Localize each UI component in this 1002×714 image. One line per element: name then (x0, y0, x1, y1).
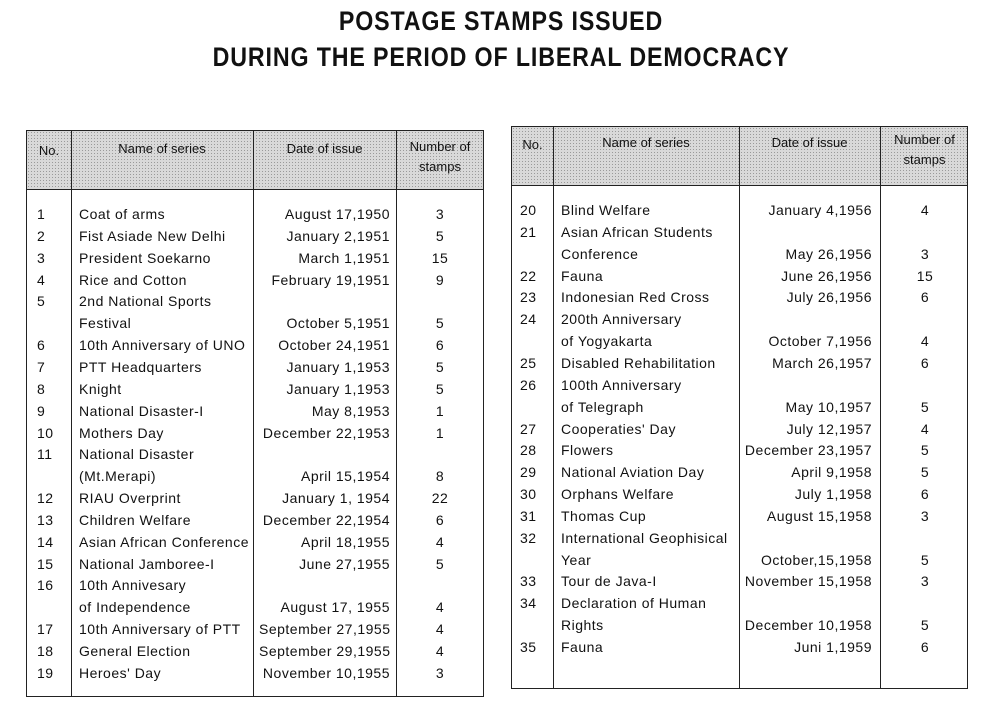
row-number: 33 (520, 573, 537, 590)
series-name: Heroes' Day (79, 664, 162, 681)
series-name: 10th Anniversary of UNO (79, 337, 246, 354)
table-row (512, 636, 967, 658)
row-number: 6 (37, 337, 46, 354)
table-row (27, 596, 483, 618)
stamp-count: 1 (435, 424, 445, 441)
issue-date: May 8,1953 (311, 402, 390, 419)
stamp-count: 5 (920, 442, 930, 459)
series-name: Orphans Welfare (561, 486, 675, 503)
header-count (880, 130, 969, 170)
issue-date: April 9,1958 (791, 464, 872, 481)
issue-date: October,15,1958 (760, 551, 872, 568)
header-count-line-2: stamps (903, 152, 946, 167)
row-number: 32 (520, 529, 537, 546)
stamp-count: 4 (920, 420, 930, 437)
stamp-count: 5 (435, 380, 445, 397)
table-row (27, 290, 483, 312)
header-date: Date of issue (286, 141, 363, 156)
series-name: Asian African Students (561, 223, 713, 240)
row-number: 11 (37, 446, 53, 463)
issue-date: January 1,1953 (286, 358, 390, 375)
table-row (27, 443, 483, 465)
series-name: Disabled Rehabilitation (561, 354, 716, 371)
series-name: Flowers (561, 442, 614, 459)
stamp-count: 5 (435, 315, 445, 332)
stamp-count: 3 (920, 507, 930, 524)
header-count (396, 137, 484, 177)
table-row (512, 483, 967, 505)
stamp-count: 3 (435, 664, 445, 681)
stamp-count: 1 (435, 402, 445, 419)
row-number: 21 (520, 223, 537, 240)
stamp-count: 5 (920, 551, 930, 568)
row-number: 34 (520, 595, 537, 612)
stamps-table-right (511, 126, 968, 689)
table-row (512, 265, 967, 287)
series-name: Mothers Day (79, 424, 164, 441)
stamp-count: 6 (920, 639, 930, 655)
header-name: Name of series (602, 135, 690, 150)
header-count-line-2: stamps (419, 159, 461, 174)
stamp-count: 3 (435, 206, 445, 222)
series-name: Fauna (561, 267, 604, 284)
issue-date: January 1,1953 (286, 380, 390, 397)
row-number: 30 (520, 486, 537, 503)
series-name: Tour de Java-I (561, 573, 657, 590)
table-row (27, 378, 483, 400)
table-row (512, 614, 967, 636)
stamp-count: 9 (435, 271, 445, 288)
issue-date: October 5,1951 (286, 315, 390, 332)
issue-date: December 22,1954 (262, 511, 390, 528)
stamp-count: 15 (431, 249, 449, 266)
header-count-line-1: Number of (409, 139, 471, 154)
issue-date: July 12,1957 (786, 420, 872, 437)
header-date: Date of issue (771, 135, 848, 150)
stamp-count: 4 (435, 533, 445, 550)
stamp-count: 6 (920, 289, 930, 306)
series-name: 200th Anniversary (561, 311, 682, 328)
issue-date: January 2,1951 (286, 227, 390, 244)
series-name: Cooperaties' Day (561, 420, 676, 437)
issue-date: May 26,1956 (785, 245, 872, 262)
header-no: No. (38, 143, 60, 158)
issue-date: April 15,1954 (300, 468, 390, 485)
table-row (512, 330, 967, 352)
table-row (512, 308, 967, 330)
row-number: 13 (37, 511, 54, 528)
table-row (27, 531, 483, 553)
series-name: Knight (79, 380, 122, 397)
issue-date: December 10,1958 (744, 617, 872, 634)
series-name: National Jamboree-I (79, 555, 215, 572)
table-row (27, 662, 483, 684)
issue-date: November 15,1958 (744, 573, 872, 590)
header-no: No. (522, 137, 543, 152)
series-name: Thomas Cup (561, 507, 647, 524)
issue-date: February 19,1951 (271, 271, 390, 288)
table-row (27, 422, 483, 444)
issue-date: June 27,1955 (299, 555, 390, 572)
series-name: of Telegraph (561, 398, 644, 415)
row-number: 23 (520, 289, 537, 306)
issue-date: December 22,1953 (262, 424, 390, 441)
series-name: PTT Headquarters (79, 358, 202, 375)
stamp-count: 5 (435, 555, 445, 572)
series-name: Coat of arms (79, 206, 166, 222)
table-row (512, 396, 967, 418)
table-row (27, 574, 483, 596)
stamp-count: 15 (916, 267, 934, 284)
row-number: 17 (37, 621, 54, 638)
table-row (27, 400, 483, 422)
stamp-count: 5 (435, 358, 445, 375)
table-row (512, 199, 967, 221)
row-number: 28 (520, 442, 537, 459)
row-number: 15 (37, 555, 54, 572)
table-row (27, 487, 483, 509)
table-row (27, 618, 483, 640)
row-number: 24 (520, 311, 537, 328)
table-row (512, 461, 967, 483)
stamp-count: 4 (920, 202, 930, 218)
table-row (512, 221, 967, 243)
row-number: 8 (37, 380, 46, 397)
row-number: 7 (37, 358, 46, 375)
issue-date: March 1,1951 (298, 249, 390, 266)
series-name: Rice and Cotton (79, 271, 187, 288)
table-row (512, 243, 967, 265)
table-row (512, 439, 967, 461)
stamp-count: 4 (435, 621, 445, 638)
stamp-count: 3 (920, 573, 930, 590)
header-name: Name of series (118, 141, 206, 156)
table-row (27, 225, 483, 247)
issue-date: September 29,1955 (259, 643, 391, 659)
issue-date: May 10,1957 (785, 398, 872, 415)
table-row (27, 312, 483, 334)
series-name: Rights (561, 617, 604, 634)
row-number: 1 (37, 206, 46, 222)
row-number: 27 (520, 420, 537, 437)
table-row (27, 269, 483, 291)
table-row (27, 553, 483, 575)
table-row (512, 527, 967, 549)
table-row (27, 203, 483, 225)
page-title-line-2: DURING THE PERIOD OF LIBERAL DEMOCRACY (212, 42, 790, 72)
table-row (27, 509, 483, 531)
table-row (512, 570, 967, 592)
issue-date: July 26,1956 (786, 289, 872, 306)
table-row (512, 592, 967, 614)
table-row (27, 465, 483, 487)
stamp-count: 8 (435, 468, 445, 485)
stamp-count: 6 (920, 354, 930, 371)
table-row (27, 334, 483, 356)
issue-date: January 4,1956 (768, 202, 872, 218)
row-number: 18 (37, 643, 54, 659)
table-row (512, 374, 967, 396)
series-name: Year (561, 551, 592, 568)
row-number: 16 (37, 577, 54, 594)
row-number: 5 (37, 293, 46, 310)
stamp-count: 4 (435, 599, 445, 616)
series-name: President Soekarno (79, 249, 211, 266)
row-number: 10 (37, 424, 54, 441)
issue-date: August 17, 1955 (280, 599, 390, 616)
series-name: of Yogyakarta (561, 333, 653, 350)
issue-date: October 7,1956 (768, 333, 872, 350)
series-name: 100th Anniversary (561, 376, 682, 393)
stamp-count: 5 (435, 227, 445, 244)
table-row (512, 505, 967, 527)
series-name: Asian African Conference (79, 533, 249, 550)
issue-date: November 10,1955 (262, 664, 390, 681)
stamp-count: 22 (431, 490, 449, 507)
row-number: 3 (37, 249, 46, 266)
series-name: Indonesian Red Cross (561, 289, 710, 306)
series-name: General Election (79, 643, 191, 659)
series-name: National Disaster-I (79, 402, 204, 419)
row-number: 12 (37, 490, 54, 507)
stamps-table-left (26, 130, 484, 697)
series-name: of Independence (79, 599, 191, 616)
issue-date: July 1,1958 (794, 486, 872, 503)
series-name: Children Welfare (79, 511, 192, 528)
stamp-count: 6 (920, 486, 930, 503)
row-number: 35 (520, 639, 537, 655)
row-number: 25 (520, 354, 537, 371)
issue-date: March 26,1957 (772, 354, 872, 371)
stamp-count: 4 (435, 643, 445, 659)
row-number: 26 (520, 376, 537, 393)
table-row (27, 356, 483, 378)
row-number: 2 (37, 227, 46, 244)
header-count-line-1: Number of (894, 132, 955, 147)
stamp-count: 5 (920, 617, 930, 634)
row-number: 4 (37, 271, 46, 288)
series-name: Fauna (561, 639, 604, 655)
stamp-count: 5 (920, 464, 930, 481)
table-row (512, 418, 967, 440)
issue-date: January 1, 1954 (282, 490, 390, 507)
row-number: 19 (37, 664, 54, 681)
series-name: Festival (79, 315, 132, 332)
row-number: 29 (520, 464, 537, 481)
issue-date: September 27,1955 (259, 621, 391, 638)
table-row (512, 549, 967, 571)
row-number: 31 (520, 507, 537, 524)
issue-date: Juni 1,1959 (794, 639, 872, 655)
series-name: 10th Annivesary (79, 577, 187, 594)
table-row (512, 286, 967, 308)
row-number: 20 (520, 202, 537, 218)
issue-date: April 18,1955 (300, 533, 390, 550)
series-name: Fist Asiade New Delhi (79, 227, 226, 244)
issue-date: October 24,1951 (278, 337, 390, 354)
series-name: International Geophisical (561, 529, 728, 546)
table-row (27, 247, 483, 269)
series-name: (Mt.Merapi) (79, 468, 157, 485)
stamp-count: 5 (920, 398, 930, 415)
series-name: 10th Anniversary of PTT (79, 621, 241, 638)
issue-date: June 26,1956 (781, 267, 872, 284)
row-number: 22 (520, 267, 537, 284)
series-name: Declaration of Human (561, 595, 707, 612)
issue-date: August 17,1950 (284, 206, 390, 222)
series-name: Blind Welfare (561, 202, 651, 218)
stamp-count: 4 (920, 333, 930, 350)
row-number: 14 (37, 533, 54, 550)
row-number: 9 (37, 402, 46, 419)
page-title-line-1: POSTAGE STAMPS ISSUED (338, 6, 664, 36)
table-row (27, 640, 483, 662)
series-name: Conference (561, 245, 639, 262)
series-name: RIAU Overprint (79, 490, 181, 507)
stamp-count: 3 (920, 245, 930, 262)
stamp-count: 6 (435, 511, 445, 528)
table-row (512, 352, 967, 374)
series-name: 2nd National Sports (79, 293, 212, 310)
series-name: National Disaster (79, 446, 195, 463)
series-name: National Aviation Day (561, 464, 705, 481)
issue-date: December 23,1957 (744, 442, 872, 459)
stamp-count: 6 (435, 337, 445, 354)
issue-date: August 15,1958 (766, 507, 872, 524)
